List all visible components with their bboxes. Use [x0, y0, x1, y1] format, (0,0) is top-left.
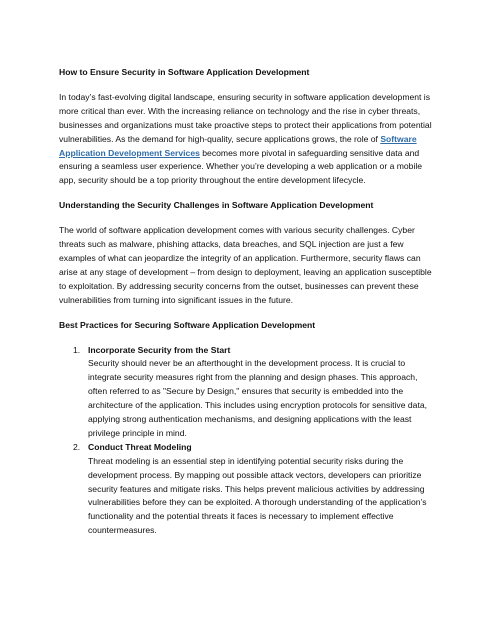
challenges-paragraph: The world of software application development comes with various security challenges. Cyber threats such as malware, phishing attacks, data breaches, and SQL injection are just a few examples of what can jeopardize the integrity of an application. Furthermore, security flaws can arise at any stage of development – from design to deployment, leaving an application susceptible to exploitation. By addressing security concerns from the outset, businesses can prevent these vulnerabilities from turning into significant issues in the future.: [59, 225, 432, 305]
section-heading-intro: How to Ensure Security in Software Application Development: [59, 67, 310, 77]
list-item: [59, 441, 437, 538]
best-practices-list: [59, 344, 437, 539]
software-services-link[interactable]: Software Application Development Services: [59, 133, 417, 158]
document-page: [59, 66, 437, 538]
list-item-title: Incorporate Security from the Start: [88, 344, 231, 355]
list-item-body: Security should never be an afterthought in the development process. It is crucial to integrate security measures right from the planning and design phases. This approach, often referred to as "Secure by Design," ensures that security is embedded into the architecture of the application. This includes using encryption protocols for sensitive data, applying strong authentication mechanisms, and designing applications with the least privilege principle in mind.: [88, 358, 428, 438]
intro-paragraph: [59, 91, 437, 188]
list-item: [59, 344, 437, 441]
intro-text-after-link: becomes more pivotal in safeguarding sensitive data and ensuring a seamless user experience. Whether you’re developing a web application or a mobile app, security should be a top priority throughout the entire development lifecycle.: [59, 147, 423, 186]
list-item-body: Threat modeling is an essential step in identifying potential security risks during the development process. By mapping out possible attack vectors, developers can prioritize security features and mitigate risks. This helps prevent malicious activities by addressing vulnerabilities before they can be exploited. A thorough understanding of the application’s functionality and the potential threats it faces is necessary to implement effective countermeasures.: [88, 455, 427, 536]
list-item-title: Conduct Threat Modeling: [88, 441, 192, 452]
section-heading-best-practices: Best Practices for Securing Software Application Development: [59, 319, 316, 330]
list-item-number: 1.: [73, 344, 81, 355]
section-heading-challenges: Understanding the Security Challenges in Software Application Development: [59, 200, 374, 211]
list-item-number: 2.: [73, 441, 81, 452]
intro-text-before-link: In today’s fast-evolving digital landscape, ensuring security in software application development is more critical than ever. With the increasing reliance on technology and the rise in cyber threats, businesses and organizations must take proactive steps to protect their applications from potential vulnerabilities. As the demand for high-quality, secure applications grows, the role of: [59, 91, 432, 144]
